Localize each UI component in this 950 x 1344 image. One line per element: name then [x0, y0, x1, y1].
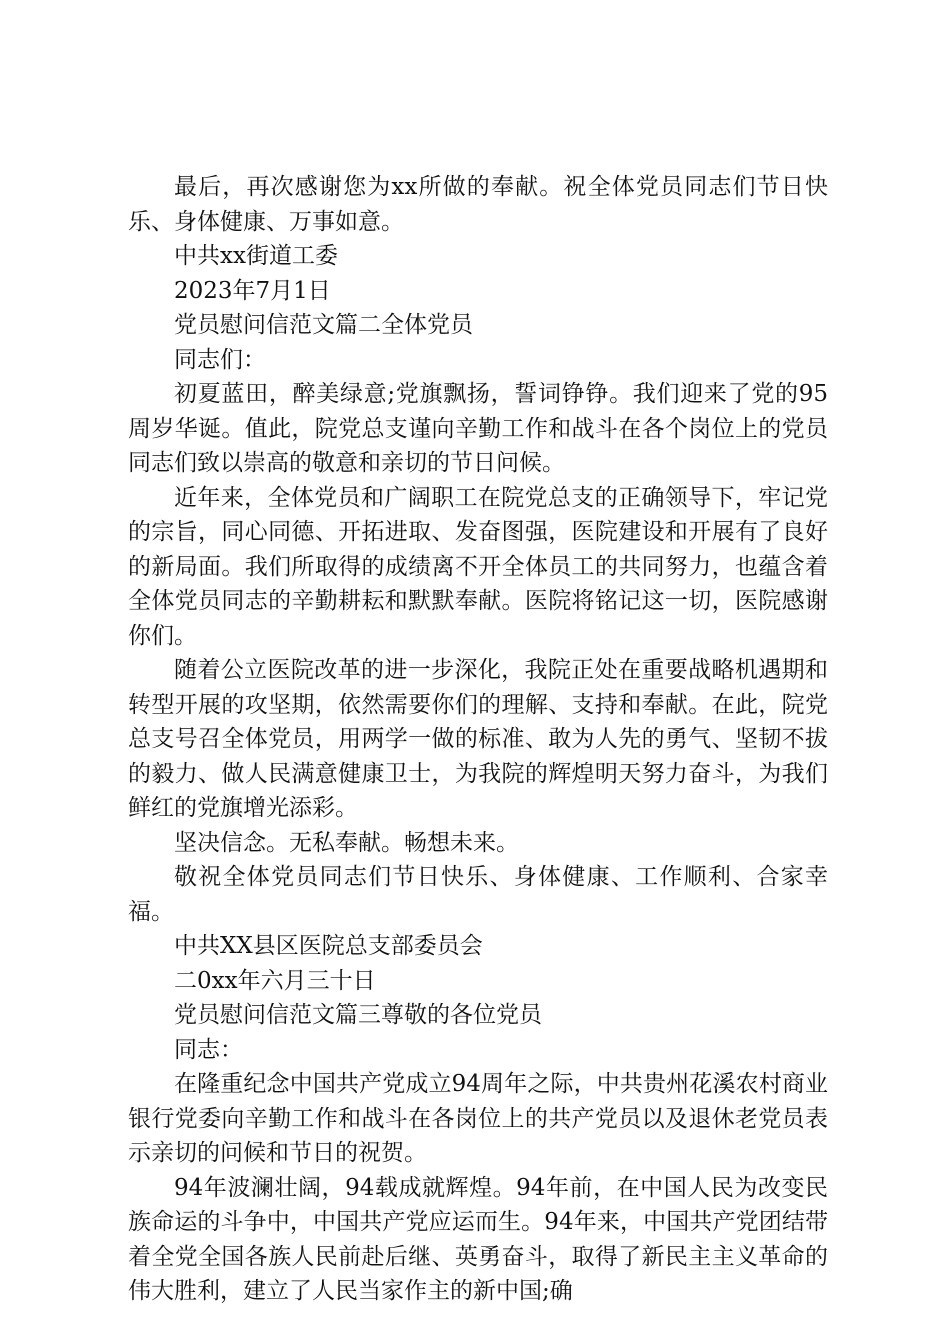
salutation-2: 同志们：: [174, 346, 266, 373]
paragraph-history-3: 94年波澜壮阔，94载成就辉煌。94年前，在中国人民为改变民族命运的斗争中，中国共产党应运而生。94年来，中国共产党团结带着全党全国各族人民前赴后继、英勇奋斗，取得了新民主主义革命的伟大胜利，建立了人民当家作主的新中国;确: [128, 1174, 828, 1304]
signature-org-1: 中共xx街道工委: [174, 243, 338, 269]
paragraph-reform-2: 随着公立医院改革的进一步深化，我院正处在重要战略机遇期和转型开展的攻坚期，依然需要你们的理解、支持和奉献。在此，院党总支号召全体党员，用两学一做的标准、敢为人先的勇气、坚韧不拔的毅力、做人民满意健康卫士，为我院的辉煌明天努力奋斗，为我们鲜红的党旗增光添彩。: [128, 657, 828, 821]
section-title-2: 党员慰问信范文篇二全体党员: [174, 312, 473, 338]
paragraph-motto-2: 坚决信念。无私奉献。畅想未来。: [174, 829, 519, 856]
salutation-3: 同志：: [174, 1036, 243, 1063]
paragraph-wishes-2: 敬祝全体党员同志们节日快乐、身体健康、工作顺利、合家幸福。: [128, 864, 828, 925]
signature-date-1: 2023年7月1日: [174, 277, 331, 304]
section-title-3: 党员慰问信范文篇三尊敬的各位党员: [174, 1002, 542, 1028]
paragraph-closing-thanks: 最后，再次感谢您为xx所做的奉献。祝全体党员同志们节日快乐、身体健康、万事如意。: [128, 174, 828, 235]
paragraph-achievements-2: 近年来，全体党员和广阔职工在院党总支的正确领导下，牢记党的宗旨，同心同德、开拓进取、发奋图强，医院建设和开展有了良好的新局面。我们所取得的成绩离不开全体员工的共同努力，也蕴含着全体党员同志的辛勤耕耘和默默奉献。医院将铭记这一切，医院感谢你们。: [128, 484, 828, 649]
paragraph-intro-3: 在隆重纪念中国共产党成立94周年之际，中共贵州花溪农村商业银行党委向辛勤工作和战斗在各岗位上的共产党员以及退休老党员表示亲切的问候和节日的祝贺。: [128, 1071, 828, 1166]
paragraph-intro-2: 初夏蓝田，醉美绿意;党旗飘扬，誓词铮铮。我们迎来了党的95周岁华诞。值此，院党总支谨向辛勤工作和战斗在各个岗位上的党员同志们致以崇高的敬意和亲切的节日问候。: [128, 381, 828, 476]
document-body: [128, 170, 828, 1309]
signature-org-2: 中共XX县区医院总支部委员会: [174, 933, 483, 959]
signature-date-2: 二0xx年六月三十日: [174, 967, 376, 994]
